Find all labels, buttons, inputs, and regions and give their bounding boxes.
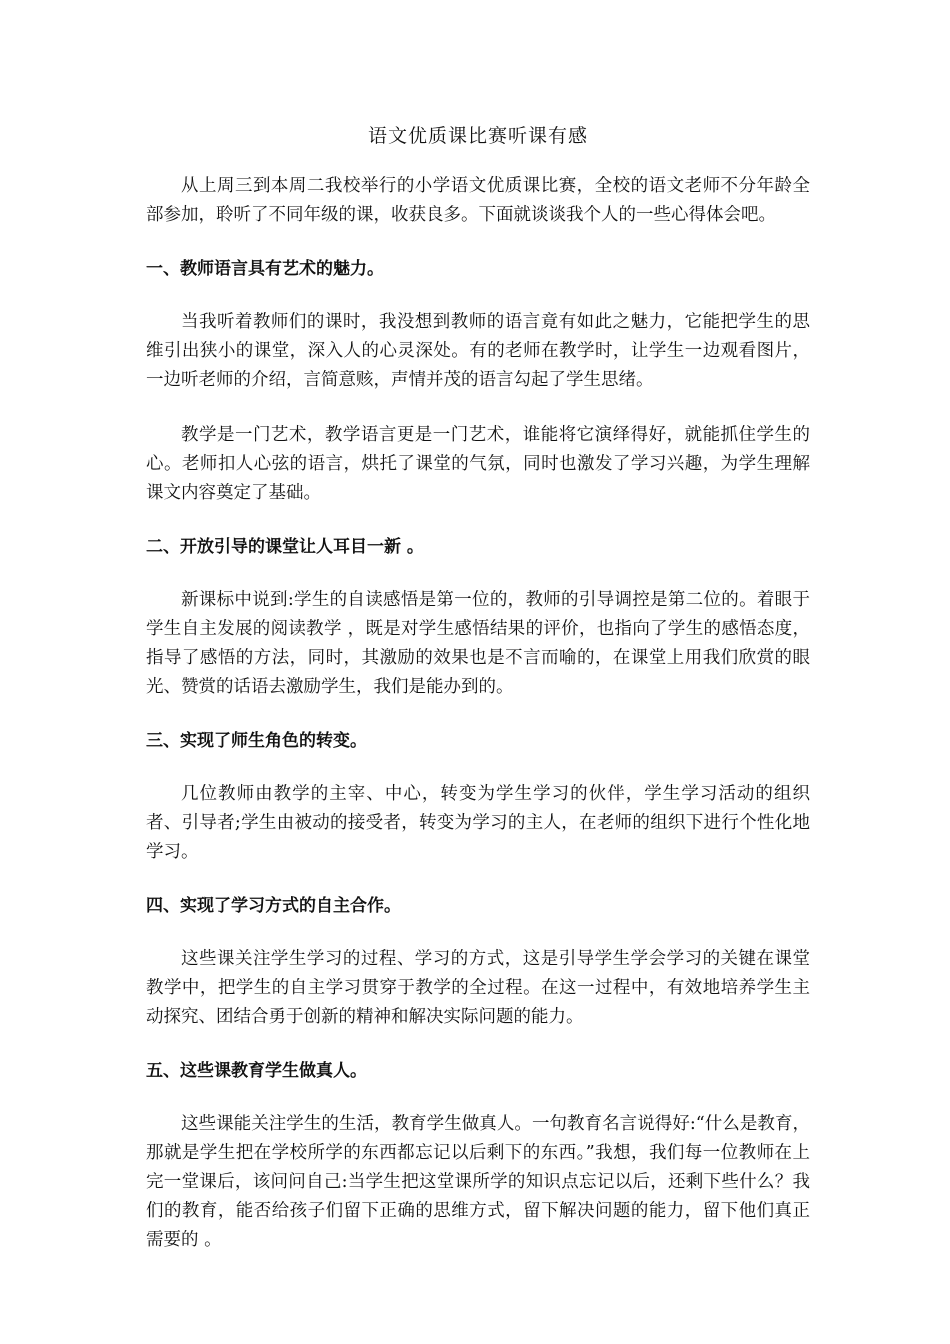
intro-paragraph: 从上周三到本周二我校举行的小学语文优质课比赛，全校的语文老师不分年龄全部参加，聆听了不同年级的课，收获良多。下面就谈谈我个人的一些心得体会吧。: [146, 176, 810, 225]
document-title: 语文优质课比赛听课有感: [367, 125, 588, 147]
section-2-paragraph-1: 新课标中说到:学生的自读感悟是第一位的，教师的引导调控是第二位的。着眼于学生自主发展的阅读教学 ，既是对学生感悟结果的评价，也指向了学生的感悟态度，指导了感悟的方法，同时，其激励的效果也是不言而喻的，在课堂上用我们欣赏的眼光、赞赏的话语去激励学生，我们是能办到的。: [146, 590, 810, 697]
document-body: [146, 122, 810, 1281]
section-1-paragraph-1: 当我听着教师们的课时，我没想到教师的语言竟有如此之魅力，它能把学生的思维引出狭小的课堂，深入人的心灵深处。有的老师在教学时，让学生一边观看图片，一边听老师的介绍，言简意赅，声情并茂的语言勾起了学生思绪。: [146, 312, 810, 390]
section-4-paragraph-1: 这些课关注学生学习的过程、学习的方式，这是引导学生学会学习的关键在课堂教学中，把学生的自主学习贯穿于教学的全过程。在这一过程中，有效地培养学生主动探究、团结合勇于创新的精神和解决实际问题的能力。: [146, 949, 810, 1027]
section-3-paragraph-1: 几位教师由教学的主宰、中心，转变为学生学习的伙伴，学生学习活动的组织者、引导者;学生由被动的接受者，转变为学习的主人，在老师的组织下进行个性化地学习。: [146, 784, 810, 862]
section-4-heading: 四、实现了学习方式的自主合作。: [146, 896, 401, 916]
section-5-paragraph-1: 这些课能关注学生的生活，教育学生做真人。一句教育名言说得好:“什么是教育，那就是学生把在学校所学的东西都忘记以后剩下的东西。”我想，我们每一位教师在上完一堂课后，该问问自己:当学生把这堂课所学的知识点忘记以后，还剩下些什么？我们的教育，能否给孩子们留下正确的思维方式，留下解决问题的能力，留下他们真正需要的 。: [146, 1114, 810, 1250]
section-1-paragraph-2: 教学是一门艺术，教学语言更是一门艺术，谁能将它演绎得好，就能抓住学生的心。老师扣人心弦的语言，烘托了课堂的气氛，同时也激发了学习兴趣，为学生理解课文内容奠定了基础。: [146, 425, 810, 503]
section-5-heading: 五、这些课教育学生做真人。: [146, 1061, 367, 1081]
section-1-heading: 一、教师语言具有艺术的魅力。: [146, 259, 384, 279]
section-2-heading: 二、开放引导的课堂让人耳目一新 。: [146, 537, 424, 557]
section-3-heading: 三、实现了师生角色的转变。: [146, 731, 367, 751]
